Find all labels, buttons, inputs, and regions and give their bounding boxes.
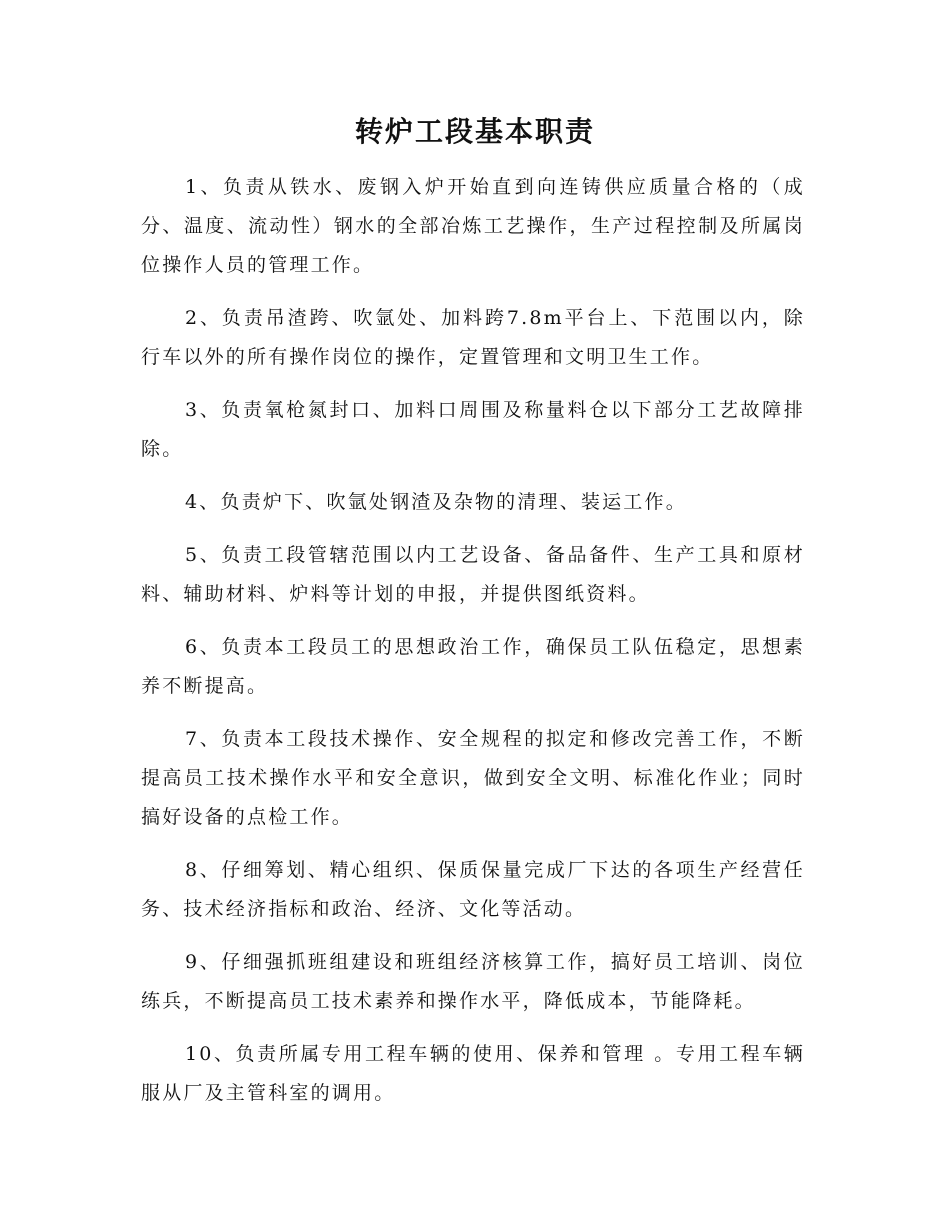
paragraph-9: 9、仔细强抓班组建设和班组经济核算工作，搞好员工培训、岗位练兵，不断提高员工技术素养和操作水平，降低成本，节能降耗。 [141, 951, 805, 1012]
paragraph-6: 6、负责本工段员工的思想政治工作，确保员工队伍稳定，思想素养不断提高。 [141, 636, 805, 697]
document-title: 转炉工段基本职责 [354, 115, 595, 148]
paragraph-5: 5、负责工段管辖范围以内工艺设备、备品备件、生产工具和原材料、辅助材料、炉料等计划的申报，并提供图纸资料。 [141, 544, 805, 605]
paragraph-4: 4、负责炉下、吹氩处钢渣及杂物的清理、装运工作。 [185, 491, 687, 513]
document-body [141, 168, 805, 1127]
paragraph-3: 3、负责氧枪氮封口、加料口周围及称量料仓以下部分工艺故障排除。 [141, 399, 805, 460]
paragraph-2: 2、负责吊渣跨、吹氩处、加料跨7.8m平台上、下范围以内，除行车以外的所有操作岗位的操作，定置管理和文明卫生工作。 [141, 307, 805, 368]
paragraph-1: 1、负责从铁水、废钢入炉开始直到向连铸供应质量合格的（成分、温度、流动性）钢水的全部冶炼工艺操作，生产过程控制及所属岗位操作人员的管理工作。 [141, 176, 805, 276]
paragraph-10: 10、负责所属专用工程车辆的使用、保养和管理 。专用工程车辆服从厂及主管科室的调用。 [141, 1043, 805, 1104]
paragraph-7: 7、负责本工段技术操作、安全规程的拟定和修改完善工作，不断提高员工技术操作水平和安全意识，做到安全文明、标准化作业；同时搞好设备的点检工作。 [141, 728, 805, 828]
paragraph-8: 8、仔细筹划、精心组织、保质保量完成厂下达的各项生产经营任务、技术经济指标和政治、经济、文化等活动。 [141, 859, 805, 920]
